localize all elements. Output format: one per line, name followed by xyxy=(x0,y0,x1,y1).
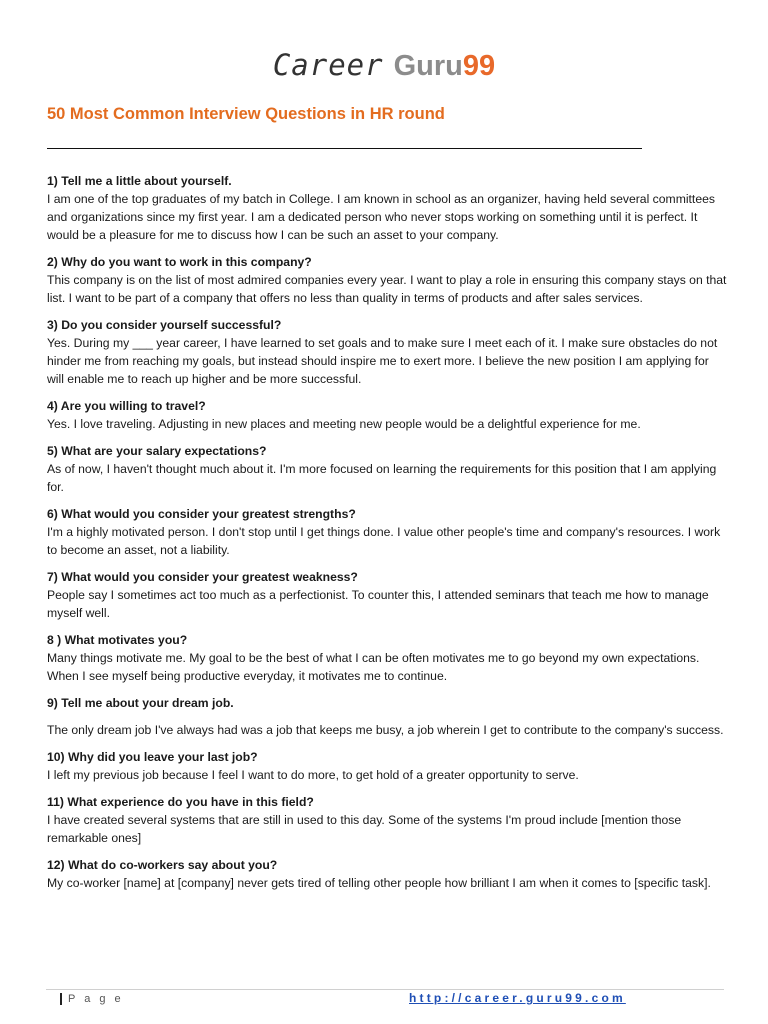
qa-item-4 xyxy=(47,397,727,433)
qa-item-10 xyxy=(47,748,727,784)
question-2: 2) Why do you want to work in this company? xyxy=(47,255,312,269)
answer-5: As of now, I haven't thought much about it. I'm more focused on learning the requirements for this position that I am applying for. xyxy=(47,462,717,494)
qa-item-9 xyxy=(47,694,727,739)
qa-item-7 xyxy=(47,568,727,622)
question-list xyxy=(47,172,727,901)
qa-item-2 xyxy=(47,253,727,307)
question-8: 8 ) What motivates you? xyxy=(47,633,188,647)
question-10: 10) Why did you leave your last job? xyxy=(47,750,258,764)
answer-10: I left my previous job because I feel I want to do more, to get hold of a greater opportunity to serve. xyxy=(47,768,579,782)
question-5: 5) What are your salary expectations? xyxy=(47,444,267,458)
question-3: 3) Do you consider yourself successful? xyxy=(47,318,282,332)
question-6: 6) What would you consider your greatest strengths? xyxy=(47,507,356,521)
question-7: 7) What would you consider your greatest weakness? xyxy=(47,570,358,584)
logo xyxy=(0,48,768,83)
qa-item-1 xyxy=(47,172,727,244)
title-underline xyxy=(47,148,642,149)
footer-divider xyxy=(46,989,724,990)
question-1: 1) Tell me a little about yourself. xyxy=(47,174,232,188)
answer-2: This company is on the list of most admired companies every year. I want to play a role in ensuring this company stays on that list. I want to be part of a company that offers no less than quality in terms of products and after sales services. xyxy=(47,273,727,305)
answer-9: The only dream job I've always had was a job that keeps me busy, a job wherein I get to contribute to the company's success. xyxy=(47,723,724,737)
qa-item-3 xyxy=(47,316,727,388)
answer-7: People say I sometimes act too much as a perfectionist. To counter this, I attended seminars that teach me how to manage myself well. xyxy=(47,588,709,620)
document-title: 50 Most Common Interview Questions in HR round xyxy=(47,105,445,123)
qa-item-5 xyxy=(47,442,727,496)
answer-11: I have created several systems that are still in used to this day. Some of the systems I'm proud include [mention those remarkable ones] xyxy=(47,813,682,845)
footer-website-link[interactable]: http://career.guru99.com xyxy=(409,991,626,1005)
answer-3: Yes. During my ___ year career, I have learned to set goals and to make sure I meet each of it. I make sure obstacles do not hinder me from reaching my goals, but instead should inspire me to exert more. I believe the new position I am applying for will enable me to reach up higher and be more successful. xyxy=(47,336,718,386)
footer-page-label xyxy=(60,992,124,1006)
qa-item-8 xyxy=(47,631,727,685)
question-4: 4) Are you willing to travel? xyxy=(47,399,206,413)
answer-1: I am one of the top graduates of my batch in College. I am known in school as an organizer, having held several committees and organizations since my first year. I am a dedicated person who never stops working on something until it is perfect. It would be a pleasure for me to discuss how I can be such an asset to your company. xyxy=(47,192,715,242)
question-9: 9) Tell me about your dream job. xyxy=(47,696,234,710)
answer-6: I'm a highly motivated person. I don't stop until I get things done. I value other people's time and company's resources. I work to become an asset, not a liability. xyxy=(47,525,721,557)
answer-8: Many things motivate me. My goal to be the best of what I can be often motivates me to go beyond my own expectations. When I see myself being productive everyday, it motivates me to continue. xyxy=(47,651,700,683)
question-11: 11) What experience do you have in this field? xyxy=(47,795,314,809)
qa-item-12 xyxy=(47,856,727,892)
qa-item-6 xyxy=(47,505,727,559)
page-label-text: P a g e xyxy=(68,993,124,1005)
logo-career-text: Career xyxy=(272,48,384,82)
answer-12: My co-worker [name] at [company] never gets tired of telling other people how brilliant I am when it comes to [specific task]. xyxy=(47,876,711,890)
question-12: 12) What do co-workers say about you? xyxy=(47,858,278,872)
answer-4: Yes. I love traveling. Adjusting in new places and meeting new people would be a delightful experience for me. xyxy=(47,417,641,431)
qa-item-11 xyxy=(47,793,727,847)
logo-guru-text: Guru xyxy=(393,50,463,82)
logo-99-text: 99 xyxy=(462,50,496,82)
